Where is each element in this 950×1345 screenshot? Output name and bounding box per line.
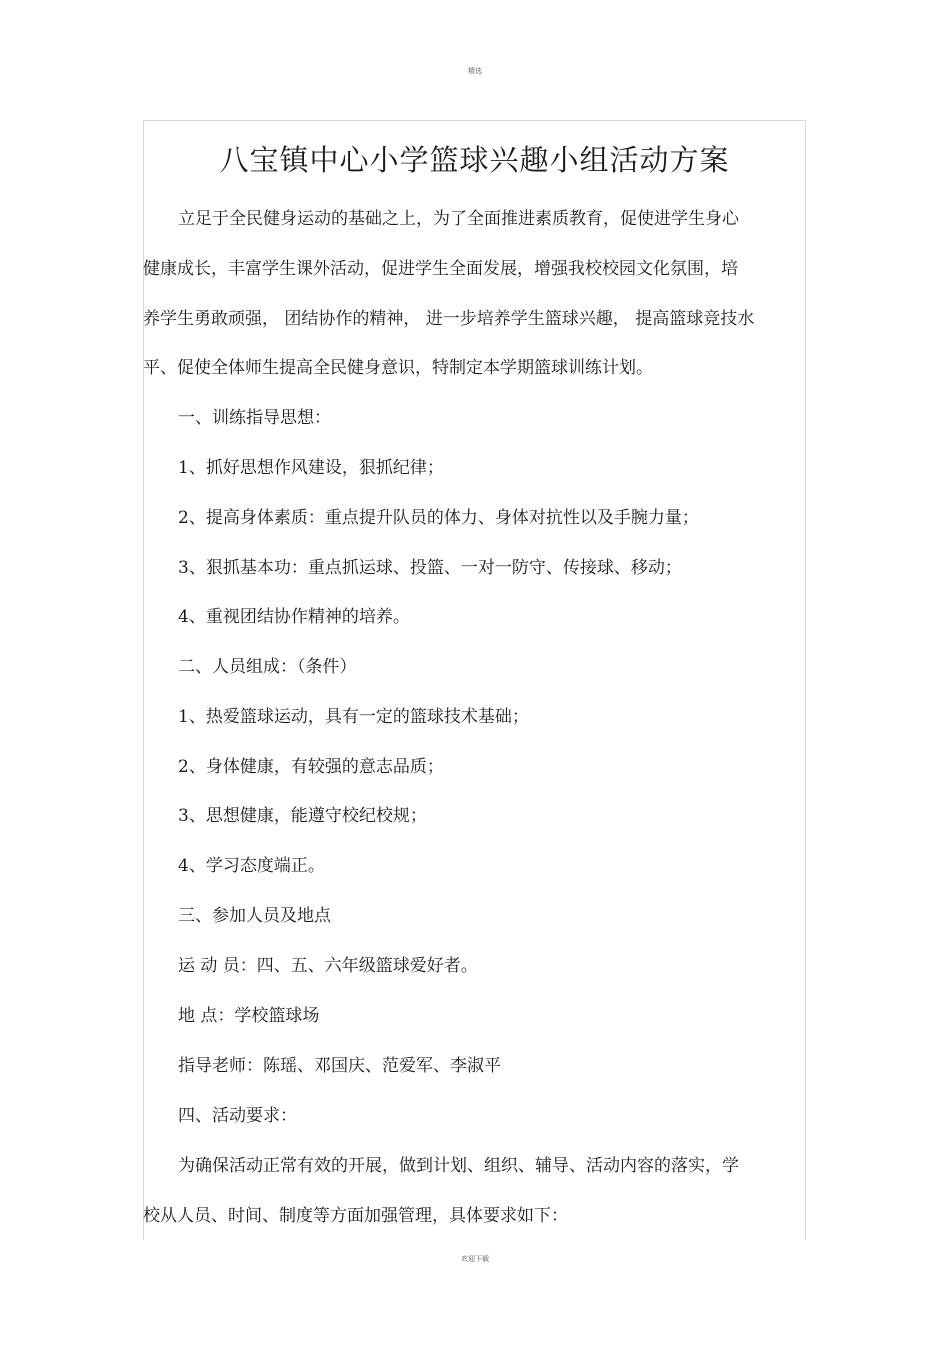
requirements-line-2: 校从人员、时间、制度等方面加强管理，具体要求如下：	[143, 1206, 568, 1226]
instructors-line: 指导老师：陈瑶、邓国庆、范爱军、李淑平	[178, 1056, 501, 1076]
page-header-mark: 精选	[468, 67, 482, 75]
list-item: 4、学习态度端正。	[178, 856, 325, 876]
intro-line-3: 养学生勇敢顽强， 团结协作的精神， 进一步培养学生篮球兴趣， 提高篮球竞技水	[143, 309, 755, 329]
list-item: 3、思想健康，能遵守校纪校规；	[178, 806, 427, 826]
list-item: 1、热爱篮球运动，具有一定的篮球技术基础；	[178, 707, 529, 727]
section-heading-activity-requirements: 四、活动要求：	[178, 1106, 297, 1126]
section-heading-participants-location: 三、参加人员及地点	[178, 906, 331, 926]
document-title: 八宝镇中心小学篮球兴趣小组活动方案	[219, 143, 730, 177]
page-footer-mark: 欢迎下载	[461, 1255, 489, 1263]
requirements-line-1: 为确保活动正常有效的开展，做到计划、组织、辅导、活动内容的落实，学	[178, 1156, 739, 1176]
intro-line-1: 立足于全民健身运动的基础之上，为了全面推进素质教育，促使进学生身心	[178, 209, 739, 229]
intro-line-4: 平、促使全体师生提高全民健身意识，特制定本学期篮球训练计划。	[143, 358, 653, 378]
section-heading-membership: 二、人员组成：（条件）	[178, 657, 357, 677]
location-line: 地 点：学校篮球场	[178, 1006, 320, 1026]
list-item: 3、狠抓基本功：重点抓运球、投篮、一对一防守、传接球、移动；	[178, 558, 682, 578]
list-item: 4、重视团结协作精神的培养。	[178, 607, 410, 627]
list-item: 2、提高身体素质：重点提升队员的体力、身体对抗性以及手腕力量；	[178, 508, 699, 528]
section-heading-guiding-ideas: 一、训练指导思想：	[178, 408, 331, 428]
list-item: 2、身体健康，有较强的意志品质；	[178, 757, 444, 777]
list-item: 1、抓好思想作风建设，狠抓纪律；	[178, 458, 444, 478]
participants-line: 运 动 员：四、五、六年级篮球爱好者。	[178, 956, 478, 976]
intro-line-2: 健康成长，丰富学生课外活动，促进学生全面发展，增强我校校园文化氛围，培	[143, 259, 738, 279]
